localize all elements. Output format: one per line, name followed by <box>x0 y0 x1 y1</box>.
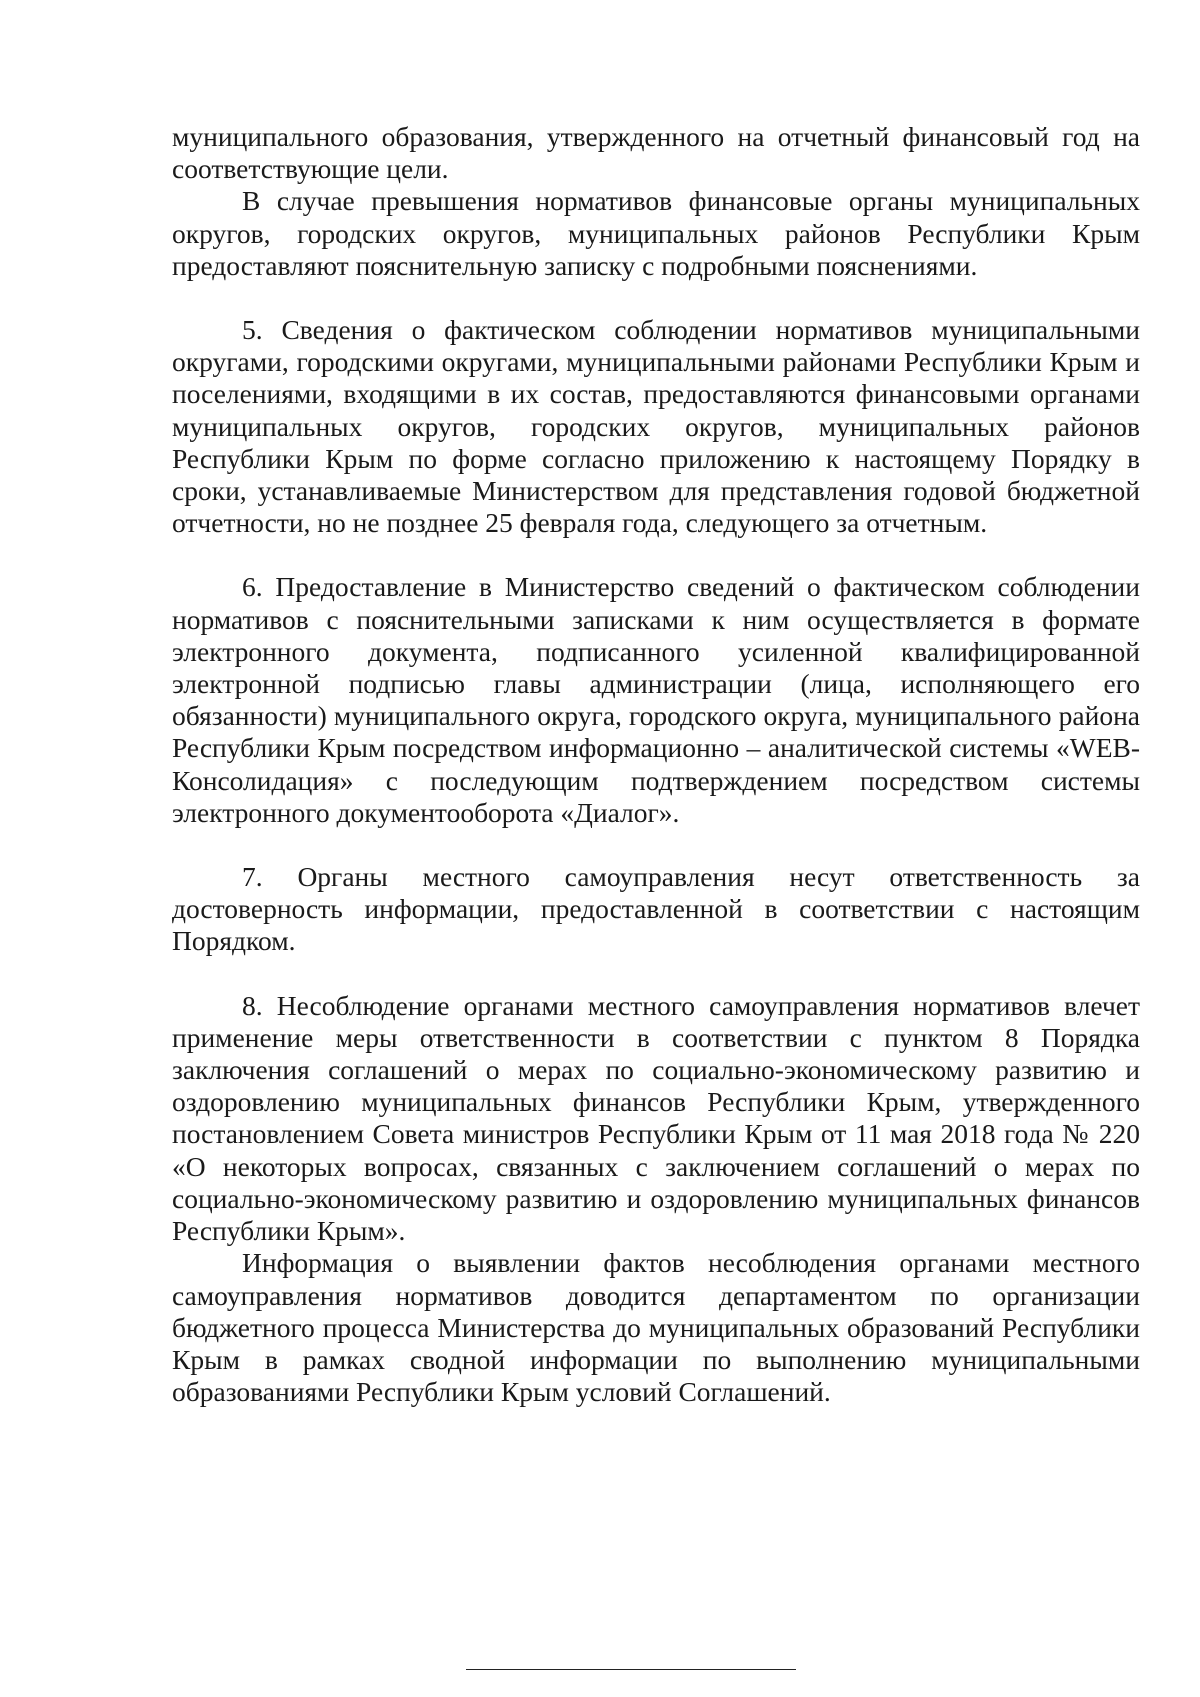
paragraph-item-5: 5. Сведения о фактическом соблюдении нормативов муниципальными округами, городскими округами, муниципальными районами Республики Крым и поселениями, входящими в их состав, предоставляются финансовыми органами муниципальных округов, городских округов, муниципальных районов Республики Крым по форме согласно приложению к настоящему Порядку в сроки, устанавливаемые Министерством для представления годовой бюджетной отчетности, но не позднее 25 февраля года, следующего за отчетным. <box>172 314 1140 539</box>
paragraph-item-6: 6. Предоставление в Министерство сведений о фактическом соблюдении нормативов с пояснительными записками к ним осуществляется в формате электронного документа, подписанного усиленной квалифицированной электронной подписью главы администрации (лица, исполняющего его обязанности) муниципального округа, городского округа, муниципального района Республики Крым посредством информационно – аналитической системы «WEB-Консолидация» с последующим подтверждением посредством системы электронного документооборота «Диалог». <box>172 571 1140 828</box>
paragraph-excess-note: В случае превышения нормативов финансовые органы муниципальных округов, городских округов, муниципальных районов Республики Крым предоставляют пояснительную записку с подробными пояснениями. <box>172 185 1140 281</box>
paragraph-item-7: 7. Органы местного самоуправления несут ответственность за достоверность информации, предоставленной в соответствии с настоящим Порядком. <box>172 861 1140 957</box>
paragraph-item-8: 8. Несоблюдение органами местного самоуправления нормативов влечет применение меры ответственности в соответствии с пунктом 8 Порядка заключения соглашений о мерах по социально-экономическому развитию и оздоровлению муниципальных финансов Республики Крым, утвержденного постановлением Совета министров Республики Крым от 11 мая 2018 года № 220 «О некоторых вопросах, связанных с заключением соглашений о мерах по социально-экономическому развитию и оздоровлению муниципальных финансов Республики Крым». <box>172 989 1140 1247</box>
paragraph-continuation: муниципального образования, утвержденного на отчетный финансовый год на соответствующие цели. <box>172 121 1140 185</box>
closing-divider <box>466 1669 796 1670</box>
paragraph-violation-info: Информация о выявлении фактов несоблюдения органами местного самоуправления нормативов доводится департаментом по организации бюджетного процесса Министерства до муниципальных образований Республики Крым в рамках сводной информации по выполнению муниципальными образованиями Республики Крым условий Соглашений. <box>172 1247 1140 1408</box>
document-body <box>172 121 1140 1408</box>
